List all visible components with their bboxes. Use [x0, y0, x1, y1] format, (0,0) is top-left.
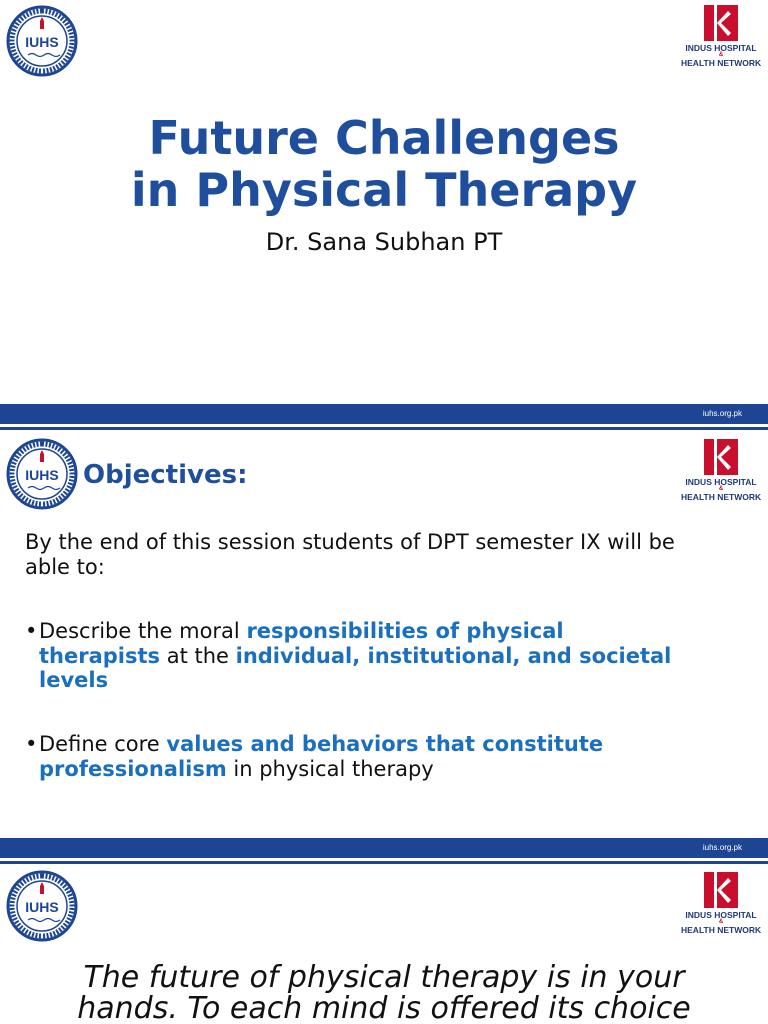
iuhs-seal-icon — [6, 870, 78, 942]
iuhs-logo — [6, 5, 78, 77]
title-line-2: in Physical Therapy — [130, 163, 638, 217]
indus-line1: INDUS HOSPITAL — [685, 477, 757, 487]
objectives-slide — [0, 432, 768, 866]
iuhs-seal-icon — [6, 5, 78, 77]
indus-h-mark-icon — [704, 5, 738, 41]
title-line-1: Future Challenges — [148, 111, 620, 165]
indus-line2: HEALTH NETWORK — [681, 492, 762, 502]
indus-logo — [681, 5, 761, 69]
iuhs-text: IUHS — [25, 467, 59, 483]
title-slide — [0, 0, 768, 432]
bullet-2-text-1: Define core — [39, 732, 167, 756]
iuhs-seal-icon — [6, 438, 78, 510]
bullet-2-highlight-1: values and behaviors that constitute professionalism — [39, 732, 604, 781]
bullet-icon: • — [25, 619, 38, 643]
indus-line1: INDUS HOSPITAL — [685, 43, 757, 53]
objectives-intro: By the end of this session students of DPT semester IX will be able to: — [25, 530, 675, 579]
iuhs-text: IUHS — [25, 34, 59, 50]
indus-logo — [681, 872, 761, 936]
presentation-title — [0, 112, 768, 216]
bullet-1-text-2: at the — [160, 643, 236, 668]
indus-amp: & — [718, 919, 724, 925]
bullet-1-text-1: Describe the moral — [39, 619, 247, 643]
presenter-name: Dr. Sana Subhan PT — [265, 228, 503, 256]
footer-band — [0, 838, 768, 858]
indus-h-mark-icon — [704, 872, 738, 908]
footer-line — [0, 427, 768, 430]
footer-url: iuhs.org.pk — [702, 843, 742, 852]
indus-line1: INDUS HOSPITAL — [685, 910, 757, 920]
bullet-2-text-2: in physical therapy — [226, 756, 434, 781]
indus-amp: & — [718, 52, 724, 58]
footer-band — [0, 404, 768, 424]
quote-slide — [0, 866, 768, 1024]
bullet-1-highlight-2: individual, institutional, and societal levels — [39, 643, 672, 692]
indus-line2: HEALTH NETWORK — [681, 58, 762, 68]
iuhs-logo — [6, 870, 78, 942]
footer-url: iuhs.org.pk — [702, 409, 742, 418]
indus-amp: & — [718, 486, 724, 492]
iuhs-text: IUHS — [25, 899, 59, 915]
indus-h-mark-icon — [704, 439, 738, 475]
bullet-1-highlight-1: responsibilities of physical therapists — [39, 619, 564, 668]
bullet-icon: • — [25, 732, 38, 756]
iuhs-logo — [6, 438, 78, 510]
indus-line2: HEALTH NETWORK — [681, 925, 762, 935]
indus-logo — [681, 439, 761, 503]
footer-line — [0, 861, 768, 864]
quote-line-2: hands. To each mind is offered its choice — [77, 991, 691, 1024]
objective-bullet-1 — [25, 619, 679, 693]
objective-bullet-2 — [25, 732, 679, 781]
quote-text — [0, 962, 768, 1024]
objectives-heading: Objectives: — [83, 460, 248, 490]
quote-line-1: The future of physical therapy is in your — [83, 960, 685, 995]
